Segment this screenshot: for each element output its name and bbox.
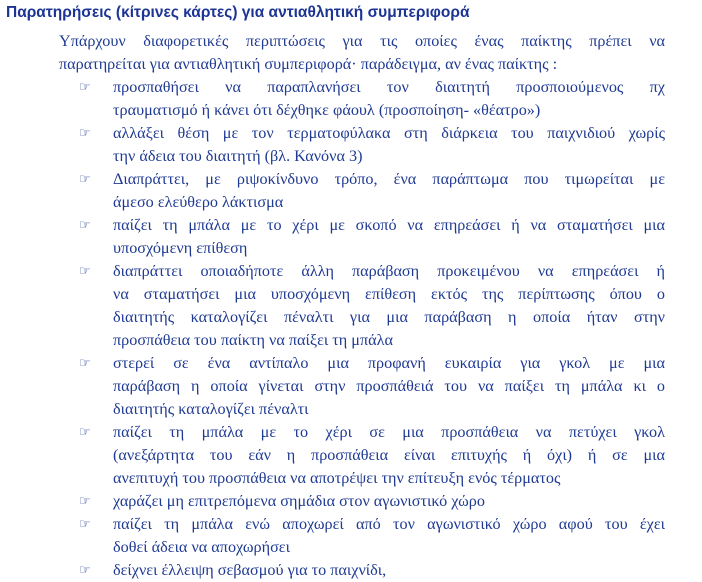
list-item-text — [113, 352, 665, 421]
list-item-text — [113, 421, 665, 490]
intro-line: Υπάρχουν διαφορετικές περιπτώσεις για τις οποίες ένας παίκτης πρέπει να — [59, 32, 665, 50]
list-item-line: διαπράττει οποιαδήποτε άλλη παράβαση προκειμένου να επηρεάσει ή — [113, 262, 665, 280]
list-item-text — [113, 168, 665, 214]
list-item-line: παίζει τη μπάλα με το χέρι με σκοπό να επηρεάσει ή να σταματήσει μια — [113, 216, 665, 234]
list-item-line: υποσχόμενη επίθεση — [113, 239, 248, 257]
list-item-line: Διαπράττει, με ριψοκίνδυνο τρόπο, ένα παράπτωμα που τιμωρείται με — [113, 170, 665, 188]
list-item-line: να σταματήσει μια υποσχόμενη επίθεση εκτός της περίπτωσης όπου ο — [113, 285, 665, 303]
pointing-hand-icon: ☞ — [79, 80, 91, 95]
list-item-line: παίζει τη μπάλα ενώ αποχωρεί από τον αγωνιστικό χώρο αφού του έχει — [113, 515, 665, 533]
list-item — [0, 122, 665, 168]
list-item — [0, 559, 665, 582]
section-heading: Παρατηρήσεις (κίτρινες κάρτες) για αντιαθλητική συμπεριφορά — [6, 4, 470, 21]
offence-list — [0, 76, 702, 582]
list-item — [0, 76, 665, 122]
pointing-hand-icon: ☞ — [79, 563, 91, 578]
list-item-line: προσπαθήσει να παραπλανήσει τον διαιτητή προσποιούμενος πχ — [113, 78, 665, 96]
list-item-line: διαιτητής καταλογίζει πέναλτι — [113, 400, 309, 418]
pointing-hand-icon: ☞ — [79, 494, 91, 509]
list-item-line: (ανεξάρτητα του εάν η προσπάθεια είναι επιτυχής ή όχι) ή σε μια — [113, 446, 665, 464]
list-item-text — [113, 214, 665, 260]
pointing-hand-icon: ☞ — [79, 356, 91, 371]
list-item-line: δοθεί άδεια να αποχωρήσει — [113, 538, 290, 556]
list-item-line: την άδεια του διαιτητή (βλ. Κανόνα 3) — [113, 147, 363, 165]
intro-line: παρατηρείται για αντιαθλητική συμπεριφορά· παράδειγμα, αν ένας παίκτης : — [59, 55, 558, 73]
list-item-text — [113, 122, 665, 168]
list-item — [0, 421, 665, 490]
list-item — [0, 168, 665, 214]
pointing-hand-icon: ☞ — [79, 126, 91, 141]
list-item — [0, 513, 665, 559]
list-item-line: χαράζει μη επιτρεπόμενα σημάδια στον αγωνιστικό χώρο — [113, 492, 485, 510]
pointing-hand-icon: ☞ — [79, 172, 91, 187]
list-item — [0, 490, 665, 513]
list-item-line: διαιτητής καταλογίζει πέναλτι για μια παράβαση η οποία ήταν στην — [113, 308, 665, 326]
list-item-line: προσπάθεια του παίκτη να παίξει τη μπάλα — [113, 331, 393, 349]
list-item-line: δείχνει έλλειψη σεβασμού για το παιχνίδι, — [113, 561, 387, 579]
list-item-text — [113, 513, 665, 559]
intro-paragraph — [59, 30, 665, 76]
list-item-text — [113, 76, 665, 122]
list-item-line: παράβαση η οποία γίνεται στην προσπάθειά του να παίξει τη μπάλα κι ο — [113, 377, 665, 395]
list-item-line: αλλάξει θέση με τον τερματοφύλακα στη διάρκεια του παιχνιδιού χωρίς — [113, 124, 665, 142]
pointing-hand-icon: ☞ — [79, 264, 91, 279]
pointing-hand-icon: ☞ — [79, 425, 91, 440]
list-item-line: άμεσο ελεύθερο λάκτισμα — [113, 193, 284, 211]
list-item — [0, 214, 665, 260]
list-item-text — [113, 490, 665, 513]
list-item-line: στερεί σε ένα αντίπαλο μια προφανή ευκαιρία για γκολ με μια — [113, 354, 665, 372]
list-item — [0, 352, 665, 421]
pointing-hand-icon: ☞ — [79, 517, 91, 532]
list-item — [0, 260, 665, 352]
list-item-line: παίζει τη μπάλα με το χέρι σε μια προσπάθεια να πετύχει γκολ — [113, 423, 665, 441]
list-item-line: ανεπιτυχή του προσπάθεια να αποτρέψει την επίτευξη ενός τέρματος — [113, 469, 561, 487]
pointing-hand-icon: ☞ — [79, 218, 91, 233]
list-item-line: τραυματισμό ή κάνει ότι δέχθηκε φάουλ (προσποίηση- «θέατρο») — [113, 101, 541, 119]
list-item-text — [113, 559, 665, 582]
list-item-text — [113, 260, 665, 352]
